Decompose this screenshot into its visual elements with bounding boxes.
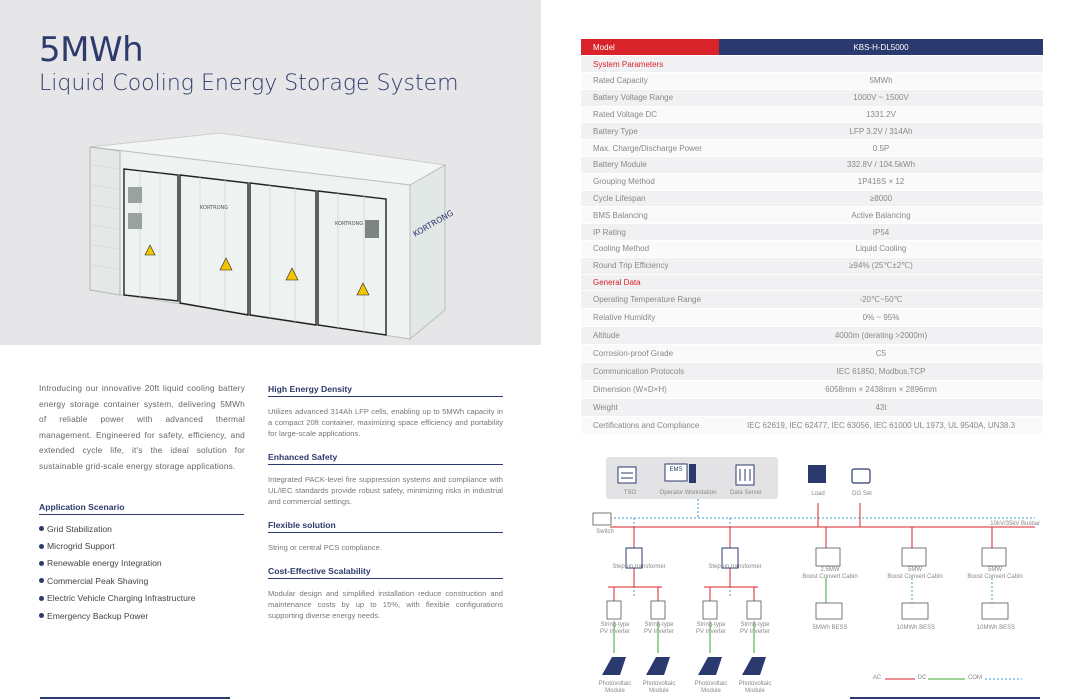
list-item: Electric Vehicle Charging Infrastructure <box>39 590 196 607</box>
param-value: LFP 3.2V / 314Ah <box>719 123 1043 140</box>
param-value: 6058mm × 2438mm × 2896mm <box>719 381 1043 399</box>
bullet-icon <box>39 578 44 583</box>
container-brand-side: KORTRONG <box>411 208 455 239</box>
bess-label: 5MWh BESS <box>812 625 848 631</box>
operator-label: Operator Workstation <box>659 490 717 496</box>
param-value: 332.8V / 104.5kWh <box>719 157 1043 174</box>
table-row <box>581 417 1043 435</box>
table-row <box>581 106 1043 123</box>
feature-heading: High Energy Density <box>268 384 503 397</box>
application-heading: Application Scenario <box>39 502 244 515</box>
param-name: Max. Charge/Discharge Power <box>581 140 719 157</box>
table-row <box>581 291 1043 309</box>
feature-cost-effective-scalability <box>268 566 503 621</box>
busbar-label: 10kV/35kV Busbar <box>990 521 1040 527</box>
table-row <box>581 140 1043 157</box>
feature-text: Integrated PACK-level fire suppression systems and compliance with UL/IEC standards provide robust safety, minimizing risks in industrial and commercial settings. <box>268 475 503 506</box>
page-title: 5MWh <box>39 30 144 70</box>
feature-heading: Cost-Effective Scalability <box>268 566 503 579</box>
feature-heading: Enhanced Safety <box>268 452 503 465</box>
param-name: Cooling Method <box>581 241 719 258</box>
param-value: Liquid Cooling <box>719 241 1043 258</box>
bess-label: 10MWh BESS <box>896 625 936 631</box>
param-value: IP54 <box>719 224 1043 241</box>
param-name: Rated Capacity <box>581 73 719 90</box>
param-name: BMS Balancing <box>581 207 719 224</box>
legend-dc-label: DC <box>917 675 927 681</box>
spec-table <box>581 39 1043 435</box>
table-header-row <box>581 39 1043 56</box>
transformer-label: Step-up transformer <box>612 564 666 570</box>
inverter-label: String-type PV Inverter <box>599 622 630 635</box>
param-name: Cycle Lifespan <box>581 190 719 207</box>
param-value: IEC 61850, Modbus,TCP <box>719 363 1043 381</box>
param-value: 1P416S × 12 <box>719 173 1043 190</box>
section-header-row <box>581 56 1043 73</box>
list-item: Microgrid Support <box>39 537 196 554</box>
param-value: 1000V ~ 1500V <box>719 89 1043 106</box>
legend-ac-label: AC <box>872 675 882 681</box>
inverter-label: String-type PV Inverter <box>695 622 726 635</box>
table-row <box>581 157 1043 174</box>
param-value: 0% ~ 95% <box>719 309 1043 327</box>
intro-paragraph: Introducing our innovative 20ft liquid cooling battery energy storage container system, delivering 5MWh of reliable power with advanced thermal management. Engineered for safety, efficiency, and extended cycle life, it's the ideal solution for sustainable grid-scale energy storage applications. <box>39 383 245 471</box>
data-server-label: Data Server <box>729 490 762 496</box>
table-row <box>581 327 1043 345</box>
feature-text: String or central PCS compliance. <box>268 543 382 552</box>
table-row <box>581 73 1043 90</box>
feature-text: Modular design and simplified installation reduce construction and maintenance costs by up to 15%, with flexible configurations supporting diverse energy needs. <box>268 589 503 620</box>
table-row <box>581 345 1043 363</box>
bess-label: 10MWh BESS <box>976 625 1016 631</box>
bullet-icon <box>39 596 44 601</box>
param-name: Certifications and Compliance <box>581 417 719 435</box>
pv-label: Photovoltaic Module <box>738 681 772 694</box>
ems-label: EMS <box>669 467 683 473</box>
param-value: 1331.2V <box>719 106 1043 123</box>
table-row <box>581 123 1043 140</box>
param-value: C5 <box>719 345 1043 363</box>
tso-label: TSO <box>623 490 637 496</box>
table-row <box>581 309 1043 327</box>
inverter-label: String-type PV Inverter <box>643 622 674 635</box>
container-brand-door: KORTRONG <box>335 221 364 227</box>
table-row <box>581 173 1043 190</box>
feature-heading: Flexible solution <box>268 520 503 533</box>
switch-label: Switch <box>596 529 614 535</box>
pv-label: Photovoltaic Module <box>598 681 632 694</box>
section-title: General Data <box>581 274 1043 291</box>
table-row <box>581 399 1043 417</box>
feature-high-energy-density <box>268 384 503 439</box>
param-name: Dimension (W×D×H) <box>581 381 719 399</box>
param-name: Communication Protocols <box>581 363 719 381</box>
table-row <box>581 224 1043 241</box>
table-row <box>581 241 1043 258</box>
param-value: -20℃~50℃ <box>719 291 1043 309</box>
table-row <box>581 363 1043 381</box>
param-value: Active Balancing <box>719 207 1043 224</box>
container-brand-front: KORTRONG <box>200 205 229 211</box>
param-name: IP Rating <box>581 224 719 241</box>
boost-cabin-label: 5MW Boost Convert Cabin <box>887 567 943 580</box>
load-label: Load <box>811 491 825 497</box>
feature-enhanced-safety <box>268 452 503 507</box>
param-value: ≥94% (25℃±2℃) <box>719 257 1043 274</box>
model-value: KBS-H-DL5000 <box>719 39 1043 56</box>
param-name: Rated Voltage DC <box>581 106 719 123</box>
model-label: Model <box>581 39 719 56</box>
section-title: System Parameters <box>581 56 1043 73</box>
section-header-row <box>581 274 1043 291</box>
param-name: Battery Module <box>581 157 719 174</box>
legend-com-label: COM <box>968 675 982 681</box>
param-name: Battery Type <box>581 123 719 140</box>
container-illustration <box>80 125 455 340</box>
param-name: Grouping Method <box>581 173 719 190</box>
boost-cabin-label: 5MW Boost Convert Cabin <box>967 567 1023 580</box>
transformer-label: Step-up transformer <box>708 564 762 570</box>
bullet-icon <box>39 526 44 531</box>
param-name: Round Trip Efficiency <box>581 257 719 274</box>
param-value: 43t <box>719 399 1043 417</box>
param-name: Relative Humidity <box>581 309 719 327</box>
bullet-icon <box>39 544 44 549</box>
param-name: Corrosion-proof Grade <box>581 345 719 363</box>
param-name: Battery Voltage Range <box>581 89 719 106</box>
list-item: Commercial Peak Shaving <box>39 572 196 589</box>
feature-text: Utilizes advanced 314Ah LFP cells, enabling up to 5MWh capacity in a compact 20ft container, maximizing space efficiency and portability for large-scale applications. <box>268 407 503 438</box>
list-item: Grid Stabilization <box>39 520 196 537</box>
page-subtitle: Liquid Cooling Energy Storage System <box>39 71 459 96</box>
param-name: Operating Temperature Range <box>581 291 719 309</box>
table-row <box>581 190 1043 207</box>
bullet-icon <box>39 613 44 618</box>
param-value: IEC 62619, IEC 62477, IEC 63056, IEC 61000 UL 1973, UL 9540A, UN38.3 <box>719 417 1043 435</box>
pv-label: Photovoltaic Module <box>694 681 728 694</box>
param-name: Altitude <box>581 327 719 345</box>
system-topology-diagram <box>590 453 1040 699</box>
list-item: Emergency Backup Power <box>39 607 196 624</box>
application-list <box>39 520 196 624</box>
pv-label: Photovoltaic Module <box>642 681 676 694</box>
inverter-label: String-type PV Inverter <box>739 622 770 635</box>
param-value: 5MWh <box>719 73 1043 90</box>
param-name: Weight <box>581 399 719 417</box>
table-row <box>581 89 1043 106</box>
bullet-icon <box>39 561 44 566</box>
list-item: Renewable energy Integration <box>39 555 196 572</box>
table-row <box>581 207 1043 224</box>
dg-set-label: DG Set <box>852 491 872 497</box>
hero-panel <box>0 0 541 345</box>
table-row <box>581 381 1043 399</box>
boost-cabin-label: 2.5MW Boost Convert Cabin <box>802 567 858 580</box>
feature-flexible-solution <box>268 520 503 554</box>
param-value: 0.5P <box>719 140 1043 157</box>
param-value: ≥8000 <box>719 190 1043 207</box>
table-row <box>581 257 1043 274</box>
param-value: 4000m (derating >2000m) <box>719 327 1043 345</box>
